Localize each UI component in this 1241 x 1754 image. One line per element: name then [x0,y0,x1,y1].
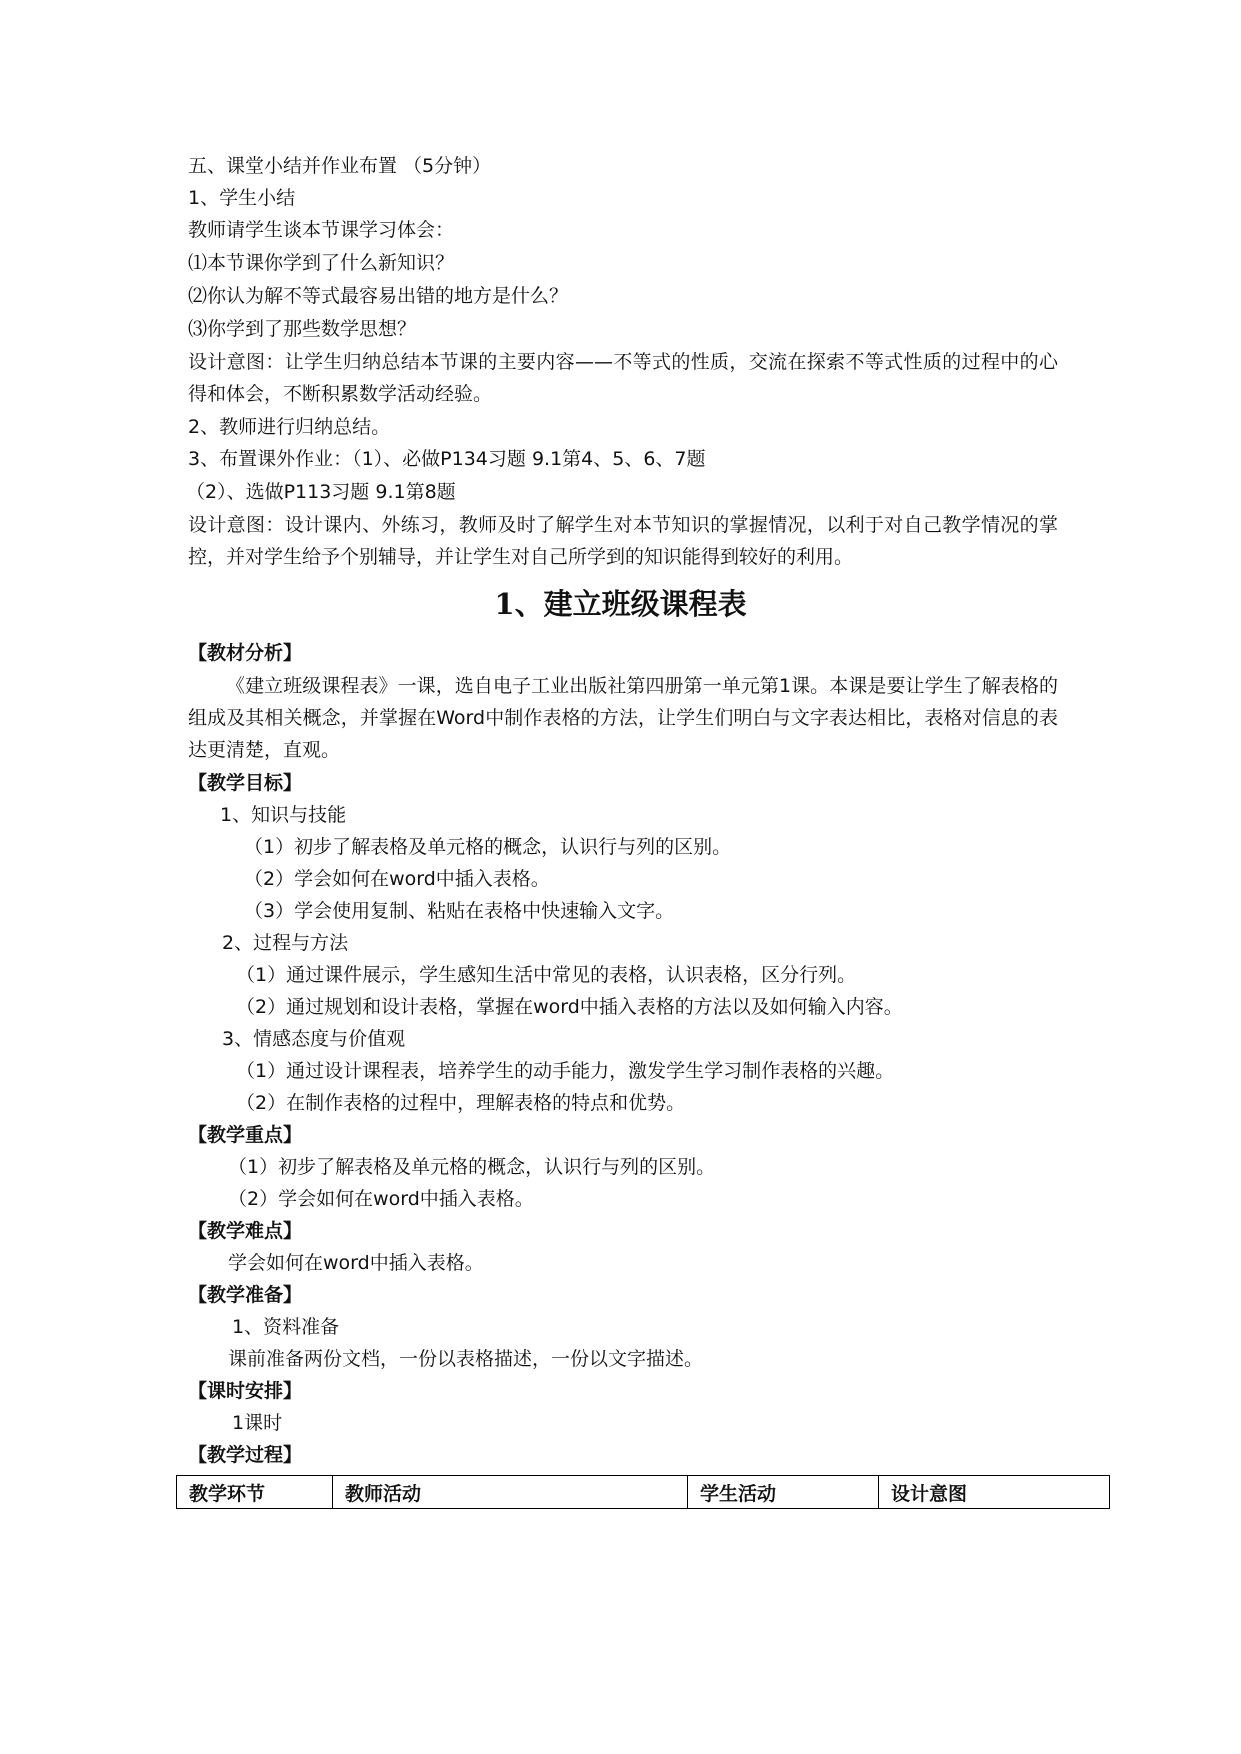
table-header-cell: 学生活动 [688,1476,879,1509]
section-heading-key-points: 【教学重点】 [188,1124,303,1146]
list-item: 1、学生小结 [188,187,296,209]
section-heading-difficulty: 【教学难点】 [188,1220,303,1242]
table-header-cell: 设计意图 [879,1476,1110,1509]
list-item: ⑴本节课你学到了什么新知识？ [188,252,455,274]
preparation-item: 课前准备两份文档，一份以表格描述，一份以文字描述。 [228,1348,704,1370]
goal-heading: 2、过程与方法 [222,932,349,954]
goal-item: （2）通过规划和设计表格，掌握在word中插入表格的方法以及如何输入内容。 [236,996,903,1018]
goal-item: （1）通过设计课程表，培养学生的动手能力，激发学生学习制作表格的兴趣。 [236,1060,895,1082]
list-item: （2）、选做P113习题 9.1第8题 [186,481,456,503]
table-header-cell: 教师活动 [333,1476,688,1509]
schedule-item: 1课时 [232,1412,283,1434]
goal-item: （1）初步了解表格及单元格的概念，认识行与列的区别。 [244,836,732,858]
list-item: 3、布置课外作业：（1）、必做P134习题 9.1第4、5、6、7题 [188,448,706,470]
design-intent-paragraph: 设计意图：让学生归纳总结本节课的主要内容——不等式的性质，交流在探索不等式性质的过程中的心得和体会，不断积累数学活动经验。 [188,351,1058,405]
text-line: 教师请学生谈本节课学习体会： [188,219,455,241]
section-heading-analysis: 【教材分析】 [188,642,303,664]
lesson-title: 1、建立班级课程表 [494,587,747,621]
analysis-paragraph: 《建立班级课程表》一课，选自电子工业出版社第四册第一单元第1课。本课是要让学生了解表格的组成及其相关概念，并掌握在Word中制作表格的方法，让学生们明白与文字表达相比，表格对信息的表达更清楚，直观。 [188,675,1058,761]
list-item: ⑵你认为解不等式最容易出错的地方是什么？ [188,285,569,307]
key-point-item: （2）学会如何在word中插入表格。 [228,1188,534,1210]
section-heading: 五、课堂小结并作业布置 （5分钟） [188,155,492,177]
goal-item: （3）学会使用复制、粘贴在表格中快速输入文字。 [244,900,675,922]
process-table [176,1475,1110,1509]
key-point-item: （1）初步了解表格及单元格的概念，认识行与列的区别。 [228,1156,716,1178]
goal-heading: 1、知识与技能 [220,804,347,826]
list-item: 2、教师进行归纳总结。 [188,416,391,438]
section-heading-process: 【教学过程】 [188,1444,303,1466]
goal-item: （2）在制作表格的过程中，理解表格的特点和优势。 [236,1092,686,1114]
list-item: ⑶你学到了那些数学思想？ [188,318,417,340]
section-heading-goals: 【教学目标】 [188,772,303,794]
section-heading-preparation: 【教学准备】 [188,1284,303,1306]
table-header-row [177,1476,1110,1509]
preparation-item: 1、资料准备 [232,1316,340,1338]
section-heading-schedule: 【课时安排】 [188,1380,303,1402]
design-intent-paragraph: 设计意图：设计课内、外练习，教师及时了解学生对本节知识的掌握情况，以利于对自己教学情况的掌控，并对学生给予个别辅导，并让学生对自己所学到的知识能得到较好的利用。 [188,514,1058,568]
goal-heading: 3、情感态度与价值观 [222,1028,406,1050]
difficulty-item: 学会如何在word中插入表格。 [228,1252,484,1274]
table-header-cell: 教学环节 [177,1476,333,1509]
goal-item: （1）通过课件展示，学生感知生活中常见的表格，认识表格，区分行列。 [236,964,857,986]
goal-item: （2）学会如何在word中插入表格。 [244,868,550,890]
